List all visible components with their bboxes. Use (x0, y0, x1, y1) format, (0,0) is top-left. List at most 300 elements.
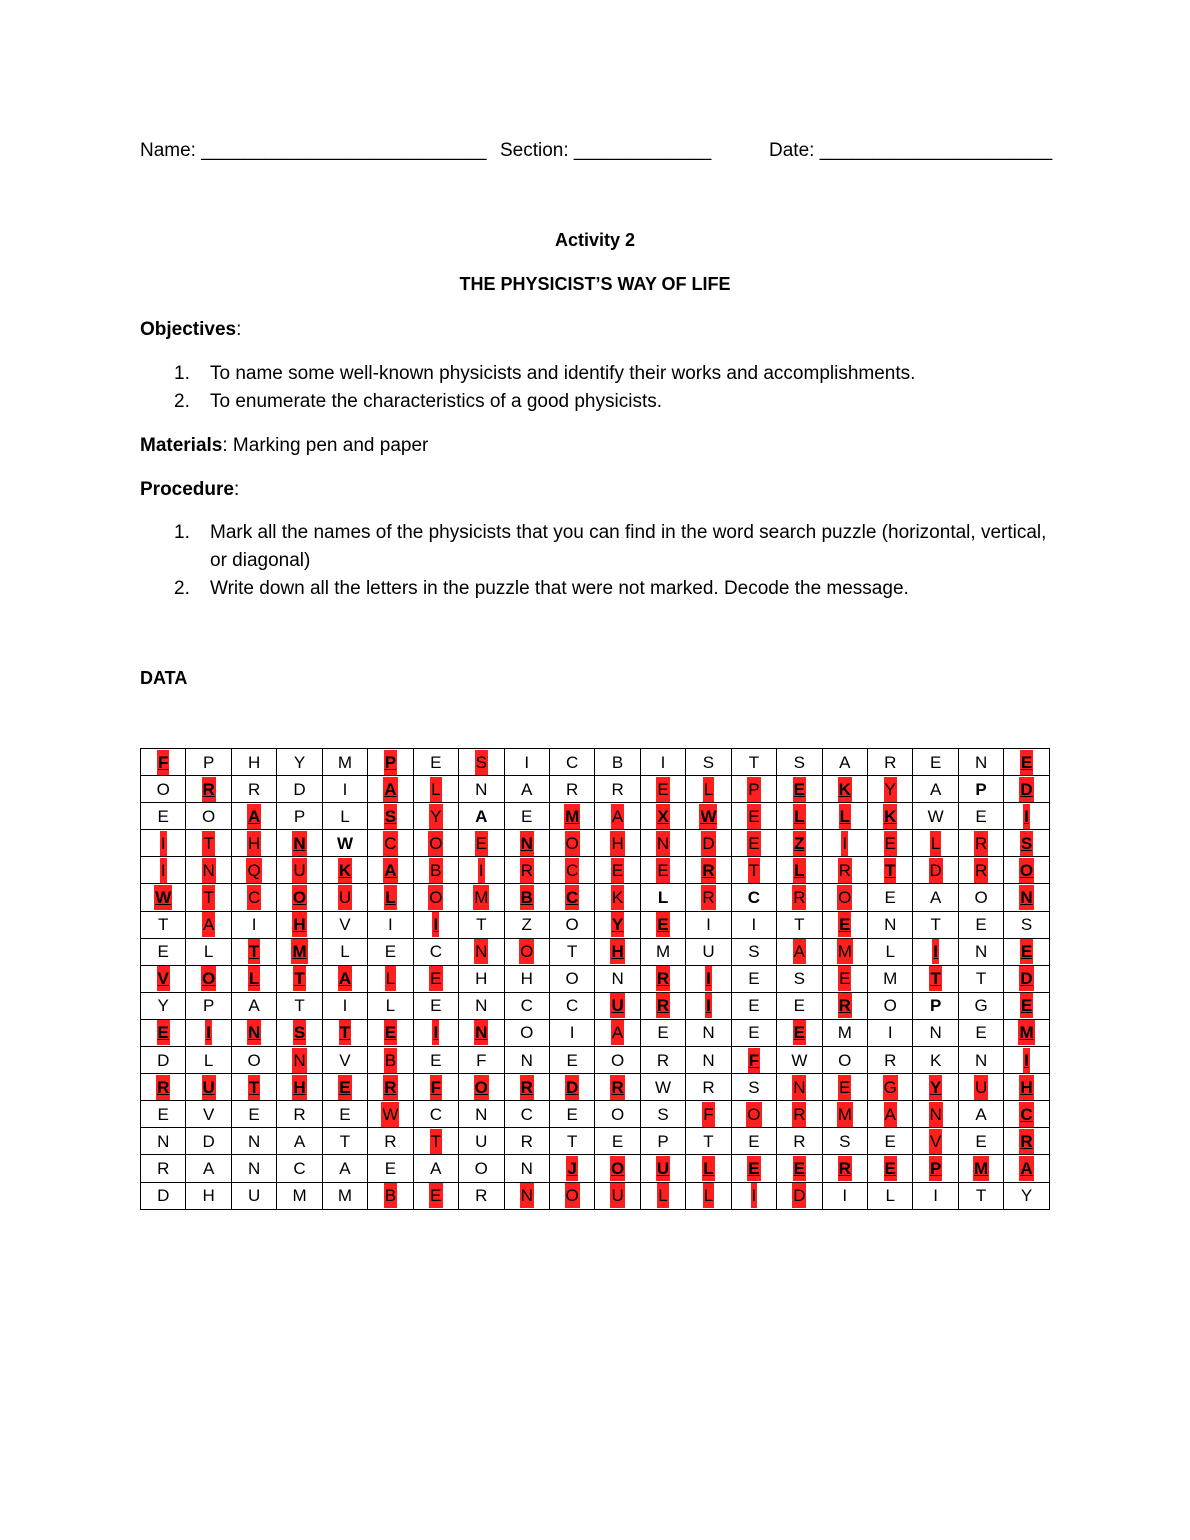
puzzle-cell[interactable] (731, 1047, 776, 1074)
puzzle-cell[interactable] (868, 992, 913, 1019)
puzzle-cell[interactable] (958, 1128, 1003, 1155)
puzzle-cell[interactable] (777, 857, 822, 884)
puzzle-cell[interactable] (1004, 749, 1049, 776)
puzzle-cell[interactable] (413, 776, 458, 803)
puzzle-cell[interactable] (686, 1128, 731, 1155)
puzzle-cell[interactable] (686, 749, 731, 776)
puzzle-cell[interactable] (231, 776, 276, 803)
puzzle-cell[interactable] (368, 965, 413, 992)
puzzle-cell[interactable] (777, 965, 822, 992)
puzzle-cell[interactable] (1004, 1101, 1049, 1128)
puzzle-cell[interactable] (231, 1155, 276, 1182)
puzzle-cell[interactable] (141, 1074, 186, 1101)
puzzle-cell[interactable] (913, 1128, 958, 1155)
puzzle-cell[interactable] (459, 803, 504, 830)
puzzle-cell[interactable] (777, 938, 822, 965)
puzzle-cell[interactable] (731, 749, 776, 776)
puzzle-cell[interactable] (231, 1074, 276, 1101)
puzzle-cell[interactable] (277, 938, 322, 965)
puzzle-cell[interactable] (231, 884, 276, 911)
puzzle-cell[interactable] (459, 1101, 504, 1128)
puzzle-cell[interactable] (777, 1074, 822, 1101)
puzzle-cell[interactable] (868, 749, 913, 776)
puzzle-cell[interactable] (459, 830, 504, 857)
puzzle-cell[interactable] (822, 938, 867, 965)
puzzle-cell[interactable] (413, 965, 458, 992)
puzzle-cell[interactable] (231, 1019, 276, 1046)
puzzle-cell[interactable] (368, 1101, 413, 1128)
puzzle-cell[interactable] (777, 749, 822, 776)
puzzle-cell[interactable] (141, 965, 186, 992)
puzzle-cell[interactable] (141, 1101, 186, 1128)
puzzle-cell[interactable] (231, 938, 276, 965)
puzzle-cell[interactable] (822, 1047, 867, 1074)
puzzle-cell[interactable] (368, 992, 413, 1019)
puzzle-cell[interactable] (822, 965, 867, 992)
puzzle-cell[interactable] (640, 884, 685, 911)
puzzle-cell[interactable] (141, 911, 186, 938)
puzzle-cell[interactable] (731, 776, 776, 803)
puzzle-cell[interactable] (822, 911, 867, 938)
puzzle-cell[interactable] (686, 992, 731, 1019)
puzzle-cell[interactable] (141, 1128, 186, 1155)
puzzle-cell[interactable] (595, 1047, 640, 1074)
puzzle-cell[interactable] (640, 911, 685, 938)
puzzle-cell[interactable] (640, 965, 685, 992)
puzzle-cell[interactable] (141, 1047, 186, 1074)
puzzle-cell[interactable] (186, 884, 231, 911)
puzzle-cell[interactable] (186, 992, 231, 1019)
puzzle-cell[interactable] (958, 884, 1003, 911)
puzzle-cell[interactable] (1004, 857, 1049, 884)
puzzle-cell[interactable] (231, 1128, 276, 1155)
puzzle-cell[interactable] (595, 992, 640, 1019)
puzzle-cell[interactable] (549, 1128, 594, 1155)
puzzle-cell[interactable] (413, 1128, 458, 1155)
puzzle-cell[interactable] (504, 911, 549, 938)
puzzle-cell[interactable] (549, 1019, 594, 1046)
puzzle-cell[interactable] (822, 1074, 867, 1101)
puzzle-cell[interactable] (1004, 884, 1049, 911)
puzzle-cell[interactable] (913, 1047, 958, 1074)
puzzle-cell[interactable] (368, 803, 413, 830)
puzzle-cell[interactable] (595, 911, 640, 938)
puzzle-cell[interactable] (231, 803, 276, 830)
puzzle-cell[interactable] (731, 965, 776, 992)
puzzle-cell[interactable] (141, 992, 186, 1019)
puzzle-cell[interactable] (822, 776, 867, 803)
puzzle-cell[interactable] (640, 776, 685, 803)
puzzle-cell[interactable] (958, 965, 1003, 992)
puzzle-cell[interactable] (913, 884, 958, 911)
puzzle-cell[interactable] (413, 830, 458, 857)
puzzle-cell[interactable] (459, 1074, 504, 1101)
puzzle-cell[interactable] (1004, 1128, 1049, 1155)
puzzle-cell[interactable] (459, 1019, 504, 1046)
puzzle-cell[interactable] (231, 1101, 276, 1128)
puzzle-cell[interactable] (1004, 1182, 1049, 1209)
puzzle-cell[interactable] (322, 1128, 367, 1155)
puzzle-cell[interactable] (686, 1101, 731, 1128)
puzzle-cell[interactable] (777, 884, 822, 911)
puzzle-cell[interactable] (277, 911, 322, 938)
puzzle-cell[interactable] (504, 965, 549, 992)
puzzle-cell[interactable] (322, 830, 367, 857)
puzzle-cell[interactable] (913, 965, 958, 992)
puzzle-cell[interactable] (958, 857, 1003, 884)
puzzle-cell[interactable] (640, 830, 685, 857)
puzzle-cell[interactable] (868, 830, 913, 857)
puzzle-cell[interactable] (913, 911, 958, 938)
puzzle-cell[interactable] (731, 1128, 776, 1155)
puzzle-cell[interactable] (868, 938, 913, 965)
puzzle-cell[interactable] (595, 830, 640, 857)
puzzle-cell[interactable] (868, 1101, 913, 1128)
puzzle-cell[interactable] (277, 1155, 322, 1182)
puzzle-cell[interactable] (595, 749, 640, 776)
puzzle-cell[interactable] (322, 938, 367, 965)
puzzle-cell[interactable] (777, 1019, 822, 1046)
puzzle-cell[interactable] (549, 992, 594, 1019)
puzzle-cell[interactable] (413, 857, 458, 884)
puzzle-cell[interactable] (822, 857, 867, 884)
puzzle-cell[interactable] (777, 830, 822, 857)
puzzle-cell[interactable] (141, 857, 186, 884)
puzzle-cell[interactable] (231, 830, 276, 857)
puzzle-cell[interactable] (549, 938, 594, 965)
puzzle-cell[interactable] (1004, 830, 1049, 857)
puzzle-cell[interactable] (913, 1074, 958, 1101)
puzzle-cell[interactable] (777, 1155, 822, 1182)
puzzle-cell[interactable] (777, 1182, 822, 1209)
puzzle-cell[interactable] (868, 803, 913, 830)
puzzle-cell[interactable] (913, 1182, 958, 1209)
puzzle-cell[interactable] (368, 1019, 413, 1046)
puzzle-cell[interactable] (277, 1074, 322, 1101)
puzzle-cell[interactable] (413, 1182, 458, 1209)
puzzle-cell[interactable] (413, 884, 458, 911)
puzzle-cell[interactable] (459, 1128, 504, 1155)
puzzle-cell[interactable] (958, 911, 1003, 938)
puzzle-cell[interactable] (731, 1101, 776, 1128)
puzzle-cell[interactable] (822, 1155, 867, 1182)
puzzle-cell[interactable] (686, 965, 731, 992)
puzzle-cell[interactable] (868, 911, 913, 938)
puzzle-cell[interactable] (958, 1101, 1003, 1128)
puzzle-cell[interactable] (413, 749, 458, 776)
puzzle-cell[interactable] (141, 803, 186, 830)
puzzle-cell[interactable] (277, 1182, 322, 1209)
puzzle-cell[interactable] (731, 803, 776, 830)
puzzle-cell[interactable] (186, 749, 231, 776)
puzzle-cell[interactable] (186, 1047, 231, 1074)
puzzle-cell[interactable] (913, 1101, 958, 1128)
puzzle-cell[interactable] (686, 857, 731, 884)
puzzle-cell[interactable] (141, 749, 186, 776)
puzzle-cell[interactable] (595, 965, 640, 992)
puzzle-cell[interactable] (777, 776, 822, 803)
puzzle-cell[interactable] (686, 1182, 731, 1209)
puzzle-cell[interactable] (459, 911, 504, 938)
puzzle-cell[interactable] (368, 884, 413, 911)
puzzle-cell[interactable] (549, 1047, 594, 1074)
puzzle-cell[interactable] (913, 776, 958, 803)
puzzle-cell[interactable] (1004, 1074, 1049, 1101)
puzzle-cell[interactable] (1004, 1019, 1049, 1046)
puzzle-cell[interactable] (186, 1019, 231, 1046)
puzzle-cell[interactable] (913, 749, 958, 776)
puzzle-cell[interactable] (141, 830, 186, 857)
puzzle-cell[interactable] (868, 965, 913, 992)
puzzle-cell[interactable] (686, 1047, 731, 1074)
puzzle-cell[interactable] (913, 1155, 958, 1182)
puzzle-cell[interactable] (595, 1128, 640, 1155)
puzzle-cell[interactable] (413, 1074, 458, 1101)
puzzle-cell[interactable] (277, 965, 322, 992)
puzzle-cell[interactable] (413, 1101, 458, 1128)
puzzle-cell[interactable] (413, 938, 458, 965)
puzzle-cell[interactable] (595, 1155, 640, 1182)
puzzle-cell[interactable] (322, 1047, 367, 1074)
puzzle-cell[interactable] (231, 1182, 276, 1209)
puzzle-cell[interactable] (868, 857, 913, 884)
puzzle-cell[interactable] (686, 776, 731, 803)
puzzle-cell[interactable] (549, 857, 594, 884)
puzzle-cell[interactable] (868, 1019, 913, 1046)
puzzle-cell[interactable] (322, 911, 367, 938)
puzzle-cell[interactable] (868, 1074, 913, 1101)
puzzle-cell[interactable] (504, 1019, 549, 1046)
puzzle-cell[interactable] (1004, 965, 1049, 992)
puzzle-cell[interactable] (595, 803, 640, 830)
puzzle-cell[interactable] (595, 857, 640, 884)
puzzle-cell[interactable] (731, 1074, 776, 1101)
puzzle-cell[interactable] (322, 857, 367, 884)
puzzle-cell[interactable] (413, 911, 458, 938)
puzzle-cell[interactable] (1004, 1047, 1049, 1074)
puzzle-cell[interactable] (322, 749, 367, 776)
puzzle-cell[interactable] (413, 1047, 458, 1074)
puzzle-cell[interactable] (777, 803, 822, 830)
puzzle-cell[interactable] (504, 1047, 549, 1074)
puzzle-cell[interactable] (322, 992, 367, 1019)
puzzle-cell[interactable] (231, 749, 276, 776)
puzzle-cell[interactable] (186, 1128, 231, 1155)
puzzle-cell[interactable] (731, 857, 776, 884)
puzzle-cell[interactable] (1004, 803, 1049, 830)
puzzle-cell[interactable] (731, 830, 776, 857)
puzzle-cell[interactable] (640, 1019, 685, 1046)
puzzle-cell[interactable] (141, 1182, 186, 1209)
puzzle-cell[interactable] (368, 938, 413, 965)
puzzle-cell[interactable] (595, 1074, 640, 1101)
puzzle-cell[interactable] (277, 749, 322, 776)
puzzle-cell[interactable] (686, 1074, 731, 1101)
puzzle-cell[interactable] (686, 884, 731, 911)
puzzle-cell[interactable] (822, 1019, 867, 1046)
puzzle-cell[interactable] (1004, 938, 1049, 965)
puzzle-cell[interactable] (459, 992, 504, 1019)
puzzle-cell[interactable] (504, 1182, 549, 1209)
puzzle-cell[interactable] (640, 749, 685, 776)
puzzle-cell[interactable] (368, 857, 413, 884)
puzzle-cell[interactable] (913, 857, 958, 884)
puzzle-cell[interactable] (322, 1101, 367, 1128)
puzzle-cell[interactable] (504, 830, 549, 857)
puzzle-cell[interactable] (231, 1047, 276, 1074)
puzzle-cell[interactable] (459, 776, 504, 803)
puzzle-cell[interactable] (186, 938, 231, 965)
puzzle-cell[interactable] (322, 1155, 367, 1182)
puzzle-cell[interactable] (777, 992, 822, 1019)
puzzle-cell[interactable] (549, 1182, 594, 1209)
puzzle-cell[interactable] (640, 803, 685, 830)
puzzle-cell[interactable] (368, 1074, 413, 1101)
puzzle-cell[interactable] (277, 992, 322, 1019)
puzzle-cell[interactable] (186, 1101, 231, 1128)
puzzle-cell[interactable] (459, 965, 504, 992)
puzzle-cell[interactable] (958, 1155, 1003, 1182)
puzzle-cell[interactable] (322, 776, 367, 803)
puzzle-cell[interactable] (595, 776, 640, 803)
puzzle-cell[interactable] (504, 776, 549, 803)
puzzle-cell[interactable] (141, 1019, 186, 1046)
puzzle-cell[interactable] (640, 1155, 685, 1182)
puzzle-cell[interactable] (549, 803, 594, 830)
puzzle-cell[interactable] (686, 1155, 731, 1182)
puzzle-cell[interactable] (504, 803, 549, 830)
puzzle-cell[interactable] (413, 992, 458, 1019)
puzzle-cell[interactable] (186, 965, 231, 992)
puzzle-cell[interactable] (504, 938, 549, 965)
puzzle-cell[interactable] (958, 830, 1003, 857)
puzzle-cell[interactable] (777, 1047, 822, 1074)
puzzle-cell[interactable] (322, 803, 367, 830)
puzzle-cell[interactable] (595, 884, 640, 911)
puzzle-cell[interactable] (277, 830, 322, 857)
puzzle-cell[interactable] (504, 1074, 549, 1101)
puzzle-cell[interactable] (277, 1128, 322, 1155)
puzzle-cell[interactable] (958, 1074, 1003, 1101)
puzzle-cell[interactable] (368, 1128, 413, 1155)
puzzle-cell[interactable] (504, 1155, 549, 1182)
puzzle-cell[interactable] (459, 1155, 504, 1182)
puzzle-cell[interactable] (549, 749, 594, 776)
puzzle-cell[interactable] (640, 938, 685, 965)
puzzle-cell[interactable] (141, 776, 186, 803)
puzzle-cell[interactable] (686, 911, 731, 938)
puzzle-cell[interactable] (231, 857, 276, 884)
puzzle-cell[interactable] (822, 992, 867, 1019)
puzzle-cell[interactable] (1004, 911, 1049, 938)
puzzle-cell[interactable] (913, 992, 958, 1019)
puzzle-cell[interactable] (731, 1182, 776, 1209)
puzzle-cell[interactable] (277, 1101, 322, 1128)
puzzle-cell[interactable] (549, 911, 594, 938)
puzzle-cell[interactable] (913, 803, 958, 830)
puzzle-cell[interactable] (277, 884, 322, 911)
puzzle-cell[interactable] (822, 803, 867, 830)
puzzle-cell[interactable] (413, 1019, 458, 1046)
puzzle-cell[interactable] (368, 1182, 413, 1209)
puzzle-cell[interactable] (958, 1019, 1003, 1046)
puzzle-cell[interactable] (504, 1128, 549, 1155)
puzzle-cell[interactable] (459, 1047, 504, 1074)
puzzle-cell[interactable] (368, 911, 413, 938)
puzzle-cell[interactable] (868, 884, 913, 911)
puzzle-cell[interactable] (368, 1155, 413, 1182)
puzzle-cell[interactable] (868, 776, 913, 803)
puzzle-cell[interactable] (413, 803, 458, 830)
puzzle-cell[interactable] (731, 911, 776, 938)
puzzle-cell[interactable] (459, 749, 504, 776)
puzzle-cell[interactable] (141, 1155, 186, 1182)
puzzle-cell[interactable] (141, 938, 186, 965)
puzzle-cell[interactable] (231, 992, 276, 1019)
puzzle-cell[interactable] (549, 1101, 594, 1128)
puzzle-cell[interactable] (322, 965, 367, 992)
puzzle-cell[interactable] (277, 857, 322, 884)
puzzle-cell[interactable] (504, 857, 549, 884)
puzzle-cell[interactable] (640, 1182, 685, 1209)
puzzle-cell[interactable] (186, 776, 231, 803)
puzzle-cell[interactable] (868, 1128, 913, 1155)
puzzle-cell[interactable] (913, 830, 958, 857)
puzzle-cell[interactable] (322, 884, 367, 911)
puzzle-cell[interactable] (459, 884, 504, 911)
puzzle-cell[interactable] (277, 1047, 322, 1074)
puzzle-cell[interactable] (913, 938, 958, 965)
puzzle-cell[interactable] (459, 1182, 504, 1209)
puzzle-cell[interactable] (868, 1182, 913, 1209)
puzzle-cell[interactable] (822, 749, 867, 776)
puzzle-cell[interactable] (640, 1101, 685, 1128)
puzzle-cell[interactable] (958, 938, 1003, 965)
puzzle-cell[interactable] (686, 938, 731, 965)
puzzle-cell[interactable] (595, 1101, 640, 1128)
puzzle-cell[interactable] (322, 1074, 367, 1101)
puzzle-cell[interactable] (777, 1101, 822, 1128)
puzzle-cell[interactable] (822, 1182, 867, 1209)
puzzle-cell[interactable] (686, 803, 731, 830)
puzzle-cell[interactable] (958, 803, 1003, 830)
puzzle-cell[interactable] (277, 803, 322, 830)
puzzle-cell[interactable] (731, 1155, 776, 1182)
puzzle-cell[interactable] (640, 1128, 685, 1155)
puzzle-cell[interactable] (868, 1155, 913, 1182)
puzzle-cell[interactable] (186, 830, 231, 857)
puzzle-cell[interactable] (277, 776, 322, 803)
puzzle-cell[interactable] (640, 857, 685, 884)
puzzle-cell[interactable] (186, 1182, 231, 1209)
puzzle-cell[interactable] (1004, 1155, 1049, 1182)
puzzle-cell[interactable] (958, 1182, 1003, 1209)
puzzle-cell[interactable] (913, 1019, 958, 1046)
puzzle-cell[interactable] (504, 749, 549, 776)
puzzle-cell[interactable] (595, 1182, 640, 1209)
puzzle-cell[interactable] (459, 938, 504, 965)
puzzle-cell[interactable] (731, 1019, 776, 1046)
puzzle-cell[interactable] (322, 1182, 367, 1209)
puzzle-cell[interactable] (640, 1074, 685, 1101)
puzzle-cell[interactable] (686, 1019, 731, 1046)
puzzle-cell[interactable] (958, 1047, 1003, 1074)
puzzle-cell[interactable] (141, 884, 186, 911)
puzzle-cell[interactable] (368, 776, 413, 803)
puzzle-cell[interactable] (640, 1047, 685, 1074)
puzzle-cell[interactable] (368, 1047, 413, 1074)
puzzle-cell[interactable] (549, 884, 594, 911)
